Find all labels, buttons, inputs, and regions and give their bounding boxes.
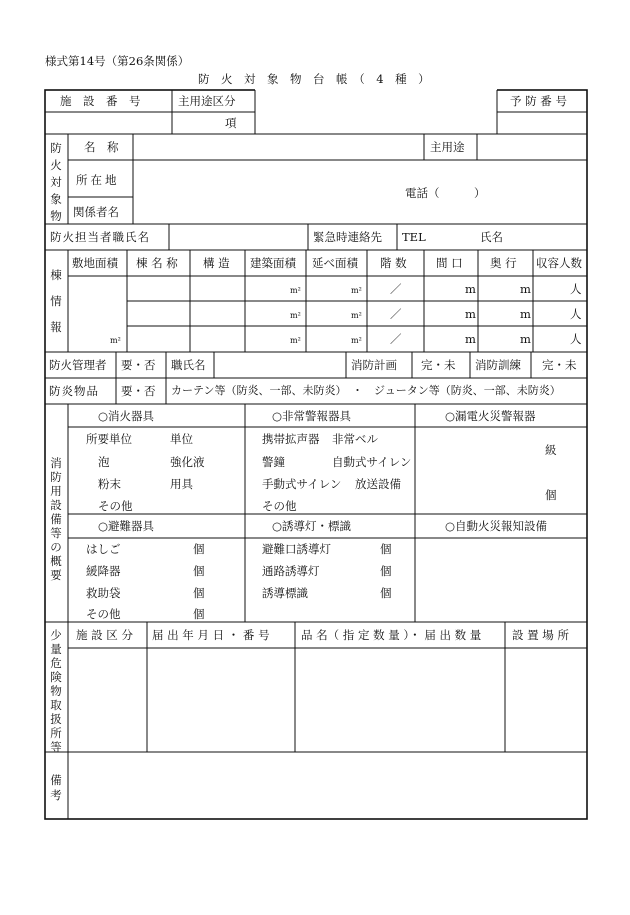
location-label: 所在地 <box>76 173 120 187</box>
evac-unit: 個 <box>193 607 205 621</box>
fire-drill-status: 完・未 <box>542 358 577 372</box>
floors-slash: ／ <box>390 332 402 346</box>
depth-unit: m <box>520 307 531 321</box>
col-capacity: 収容人数 <box>536 256 582 270</box>
guide-unit: 個 <box>380 586 392 600</box>
fire-plan-status: 完・未 <box>421 358 456 372</box>
guide-item: 誘導標識 <box>262 586 308 600</box>
hazmat-col-date: 届 出 年 月 日 ・ 番 号 <box>152 628 270 642</box>
floors-slash: ／ <box>390 307 402 321</box>
hazmat-col-item: 品 名（ 指 定 数 量 ）・ 届 出 数 量 <box>301 628 482 642</box>
ext-item: 用具 <box>170 477 193 491</box>
alarm-item: 放送設備 <box>355 477 401 491</box>
col-depth: 奥 行 <box>490 256 517 270</box>
leak-alarm-heading: ○漏電火災警報器 <box>445 409 536 423</box>
name-label: 名 称 <box>84 140 119 154</box>
flameproof-yesno: 要・否 <box>121 384 156 398</box>
main-use-label: 主用途 <box>430 140 465 154</box>
leak-grade: 級 <box>545 443 557 457</box>
floor-area-unit: m² <box>351 286 362 295</box>
evac-item: 救助袋 <box>86 586 121 600</box>
ext-item: 単位 <box>170 432 193 446</box>
alarm-item: その他 <box>262 499 297 513</box>
hazmat-col-facility: 施 設 区 分 <box>76 628 133 642</box>
col-floor-area: 延べ面積 <box>312 256 358 270</box>
hazmat-col-place: 設 置 場 所 <box>512 628 569 642</box>
equipment-side-label: 消防用設備等の概要 <box>50 456 62 582</box>
capacity-unit: 人 <box>570 282 582 296</box>
flameproof-label: 防炎物品 <box>49 384 99 398</box>
guide-unit: 個 <box>380 564 392 578</box>
evac-heading: ○避難器具 <box>98 519 155 533</box>
depth-unit: m <box>520 282 531 296</box>
col-site-area: 敷地面積 <box>72 256 118 270</box>
tel-label: TEL <box>402 230 426 244</box>
item-label: 項 <box>225 116 237 130</box>
leak-unit: 個 <box>545 488 557 502</box>
depth-unit: m <box>520 332 531 346</box>
alarm-item: 自動式サイレン <box>332 455 412 469</box>
ext-item: その他 <box>98 499 133 513</box>
floors-slash: ／ <box>390 282 402 296</box>
ext-item: 粉末 <box>98 477 121 491</box>
guide-item: 避難口誘導灯 <box>262 542 331 556</box>
alarm-item: 非常ベル <box>332 432 378 446</box>
form-number: 様式第14号（第26条関係） <box>45 54 190 68</box>
frontage-unit: m <box>465 332 476 346</box>
page-title: 防 火 対 象 物 台 帳 （ 4 種 ） <box>198 72 430 86</box>
manager-label: 防火管理者 <box>49 358 107 372</box>
guide-unit: 個 <box>380 542 392 556</box>
facility-no-label: 施 設 番 号 <box>60 94 141 108</box>
evac-item: 緩降器 <box>86 564 121 578</box>
guide-heading: ○誘導灯・標識 <box>272 519 352 533</box>
building-side-label: 棟情報 <box>50 268 62 334</box>
phone-label: 電話（ ） <box>405 186 486 200</box>
evac-unit: 個 <box>193 586 205 600</box>
building-area-unit: m² <box>290 336 301 345</box>
ext-item: 強化液 <box>170 455 205 469</box>
flameproof-text: カーテン等（防炎、一部、未防炎） ・ ジュータン等（防炎、一部、未防炎） <box>171 384 561 397</box>
building-area-unit: m² <box>290 286 301 295</box>
fire-drill-label: 消防訓練 <box>475 358 521 372</box>
fire-officer-label: 防火担当者職氏名 <box>50 230 150 244</box>
site-area-unit: m² <box>110 336 121 345</box>
evac-item: その他 <box>86 607 121 621</box>
evac-item: はしご <box>86 542 121 556</box>
ext-item: 所要単位 <box>86 432 132 446</box>
emergency-label: 緊急時連絡先 <box>313 230 382 244</box>
related-label: 関係者名 <box>73 205 119 219</box>
col-structure: 構 造 <box>203 256 230 270</box>
capacity-unit: 人 <box>570 332 582 346</box>
manager-title-name: 職氏名 <box>171 358 206 372</box>
floor-area-unit: m² <box>351 311 362 320</box>
alarm-item: 警鐘 <box>262 455 285 469</box>
hazmat-side-label: 少量危険物取扱所等 <box>50 628 62 754</box>
alarm-heading: ○非常警報器具 <box>272 409 352 423</box>
officer-name-label: 氏名 <box>480 230 503 244</box>
extinguisher-heading: ○消火器具 <box>98 409 155 423</box>
frontage-unit: m <box>465 282 476 296</box>
floor-area-unit: m² <box>351 336 362 345</box>
col-frontage: 間 口 <box>436 256 463 270</box>
manager-yesno: 要・否 <box>121 358 156 372</box>
fire-plan-label: 消防計画 <box>351 358 397 372</box>
evac-unit: 個 <box>193 564 205 578</box>
frontage-unit: m <box>465 307 476 321</box>
capacity-unit: 人 <box>570 307 582 321</box>
target-side-label: 防火対象物 <box>50 141 62 223</box>
auto-alarm-heading: ○自動火災報知設備 <box>445 519 548 533</box>
prevention-no-label: 予 防 番 号 <box>510 94 567 108</box>
ext-item: 泡 <box>98 455 110 469</box>
col-floors: 階 数 <box>380 256 407 270</box>
col-building-area: 建築面積 <box>250 256 296 270</box>
remarks-side-label: 備考 <box>50 773 62 802</box>
evac-unit: 個 <box>193 542 205 556</box>
building-area-unit: m² <box>290 311 301 320</box>
main-use-class-label: 主用途区分 <box>178 94 236 108</box>
guide-item: 通路誘導灯 <box>262 564 320 578</box>
alarm-item: 携帯拡声器 <box>262 432 320 446</box>
alarm-item: 手動式サイレン <box>262 477 342 491</box>
col-building-name: 棟 名 称 <box>136 256 178 270</box>
